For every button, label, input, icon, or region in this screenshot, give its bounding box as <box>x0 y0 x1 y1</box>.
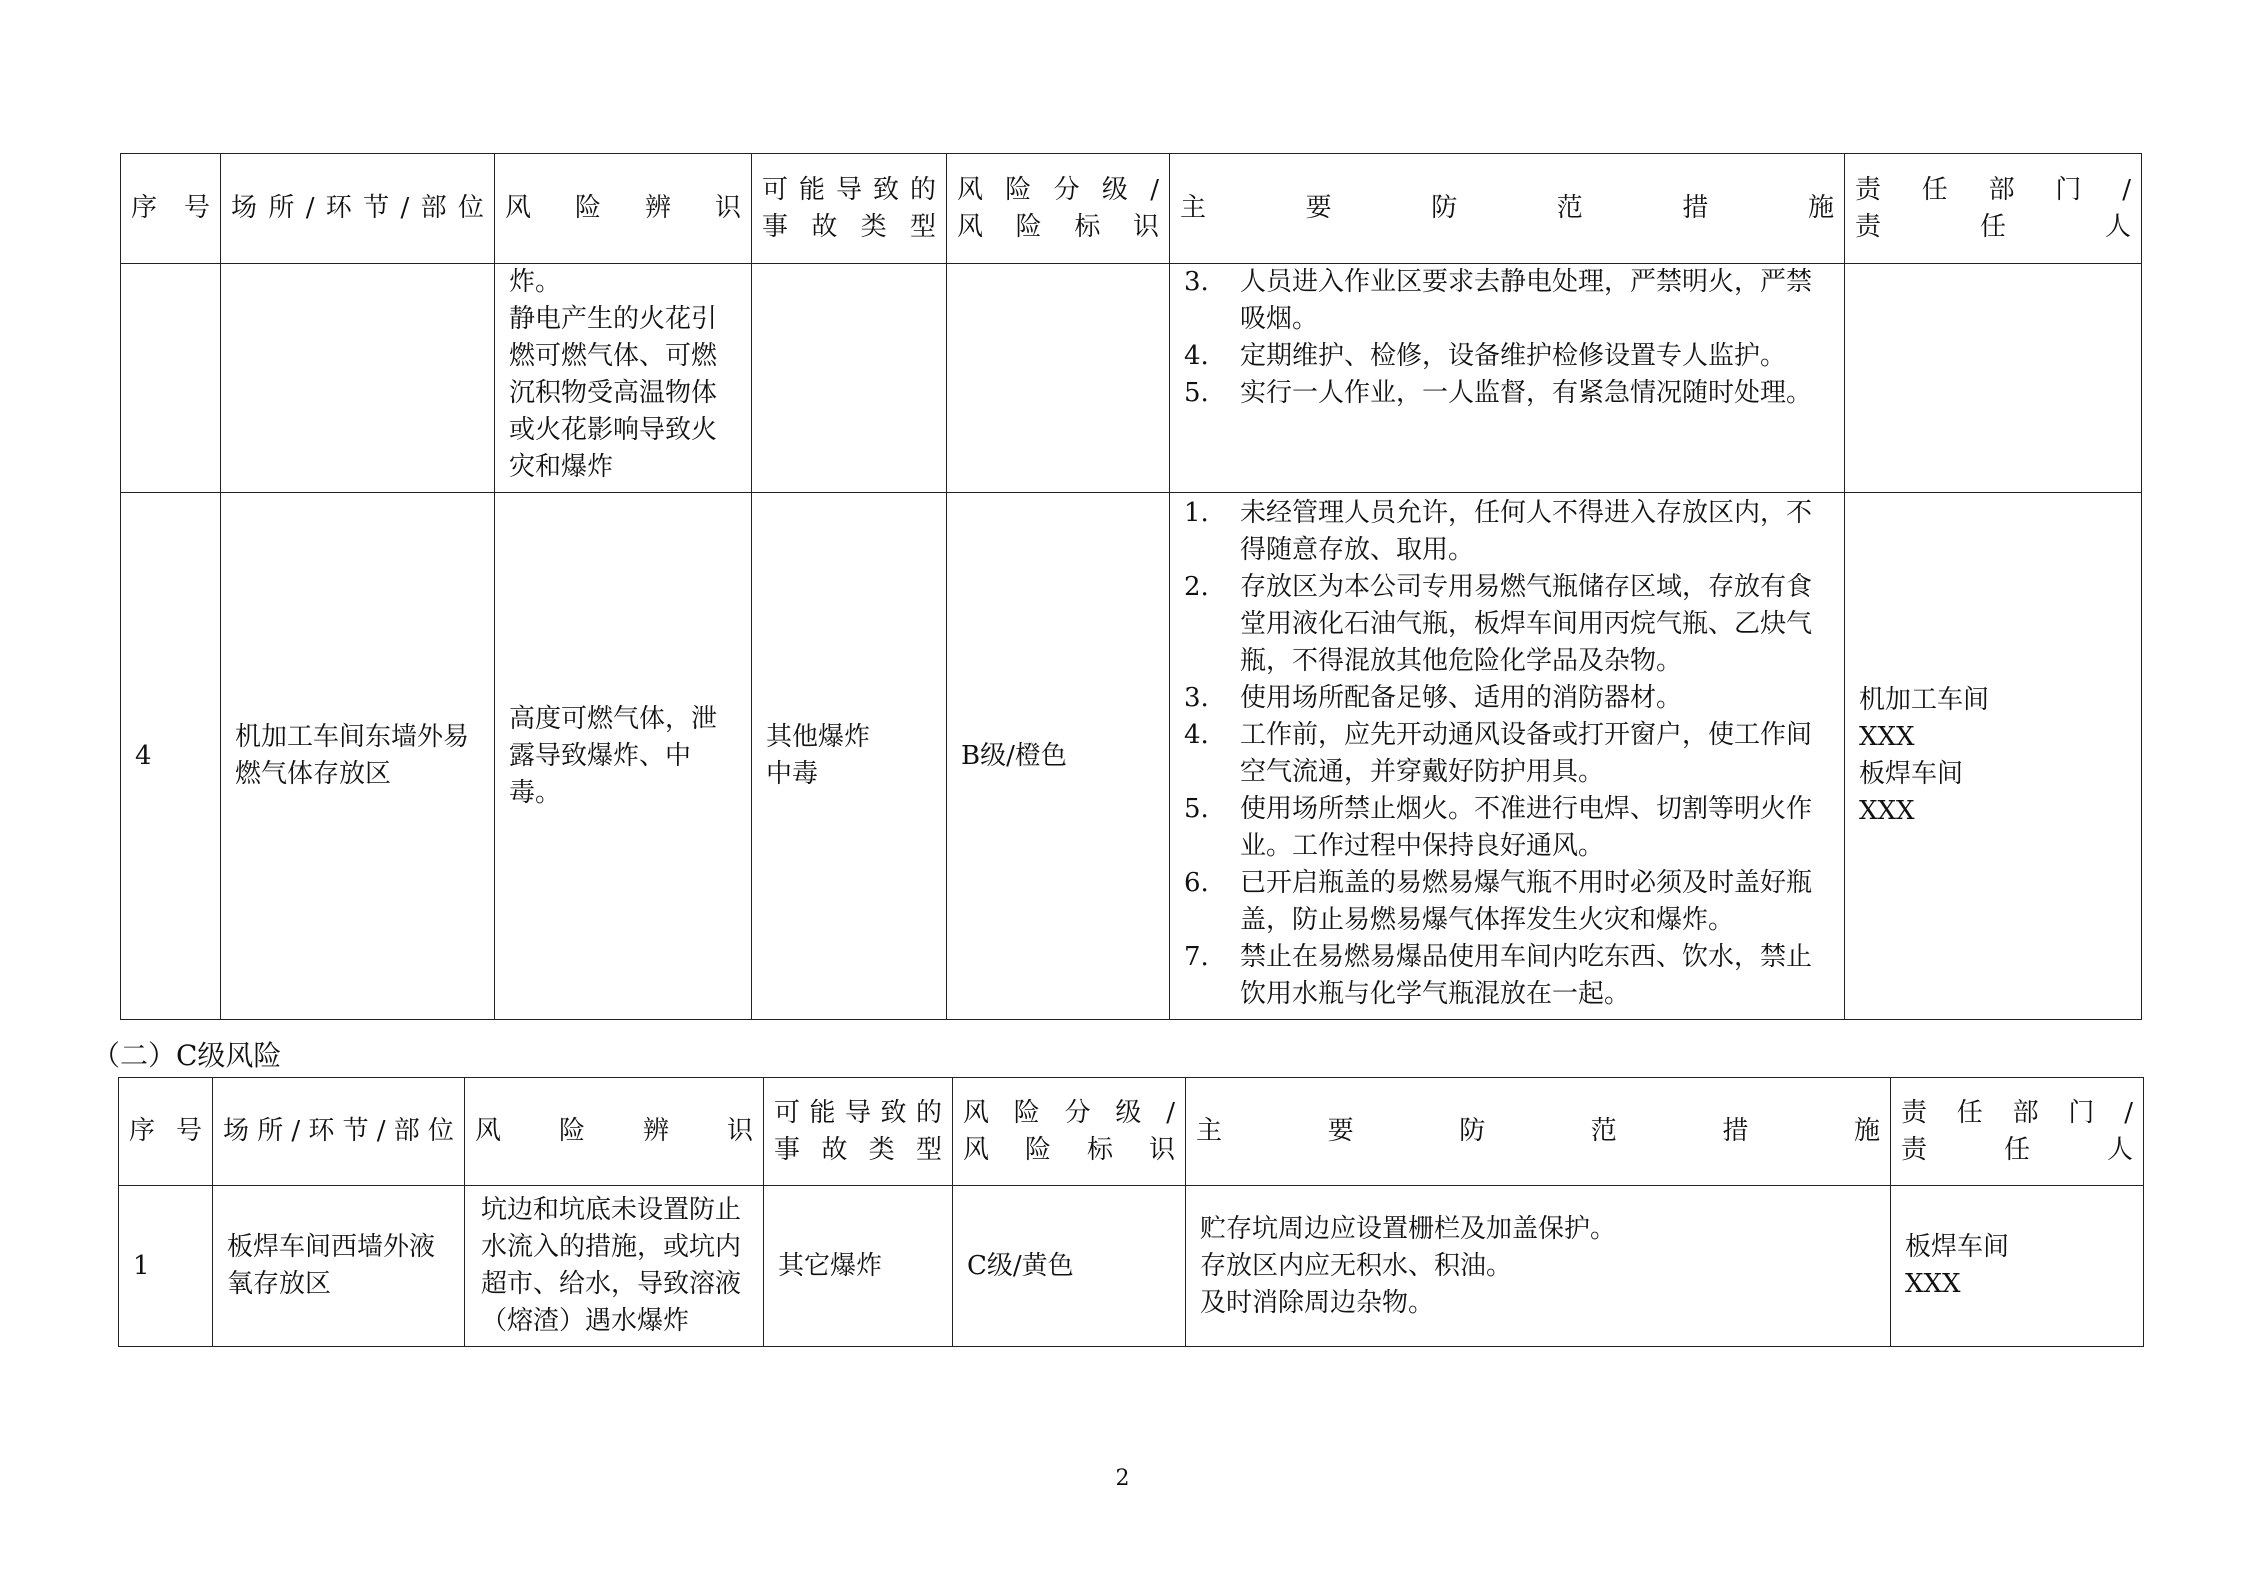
cell-risk-id: 高度可燃气体，泄露导致爆炸、中毒。 <box>495 493 752 1020</box>
cell-place <box>221 264 495 493</box>
header-accident-type: 可 能 导 致 的 事 故 类 型 <box>752 154 947 264</box>
list-item: 5. 使用场所禁止烟火。不准进行电焊、切割等明火作业。工作过程中保持良好通风。 <box>1184 794 1813 861</box>
header-place: 场 所 / 环 节 / 部 位 <box>221 154 495 264</box>
header-risk-id: 风 险 辨 识 <box>495 154 752 264</box>
cell-measures <box>1170 264 1845 493</box>
header-measures: 主 要 防 范 措 施 <box>1170 154 1845 264</box>
cell-accident <box>752 264 947 493</box>
header-accident-type: 可 能 导 致 的 事 故 类 型 <box>764 1078 953 1186</box>
measures-list <box>1184 495 1830 1013</box>
list-item: 5. 实行一人作业，一人监督，有紧急情况随时处理。 <box>1184 378 1813 408</box>
cell-seq: 1 <box>119 1186 213 1347</box>
table-header-row <box>119 1078 2144 1186</box>
cell-measures: 贮存坑周边应设置栅栏及加盖保护。 存放区内应无积水、积油。 及时消除周边杂物。 <box>1186 1186 1891 1347</box>
header-risk-id: 风 险 辨 识 <box>465 1078 764 1186</box>
cell-responsible <box>1845 264 2142 493</box>
list-item: 4. 定期维护、检修，设备维护检修设置专人监护。 <box>1184 341 1787 371</box>
cell-responsible: 机加工车间 XXX 板焊车间 XXX <box>1845 493 2142 1020</box>
table-row <box>119 1186 2144 1347</box>
cell-grade: B级/橙色 <box>947 493 1170 1020</box>
cell-grade <box>947 264 1170 493</box>
list-item: 3. 人员进入作业区要求去静电处理，严禁明火，严禁吸烟。 <box>1184 267 1813 334</box>
cell-risk-id: 炸。 静电产生的火花引 燃可燃气体、可燃 沉积物受高温物体 或火花影响导致火 灾和爆炸 <box>495 264 752 493</box>
list-item: 7. 禁止在易燃易爆品使用车间内吃东西、饮水，禁止饮用水瓶与化学气瓶混放在一起。 <box>1184 942 1813 1009</box>
cell-responsible: 板焊车间 XXX <box>1891 1186 2144 1347</box>
cell-measures <box>1170 493 1845 1020</box>
cell-place: 机加工车间东墙外易燃气体存放区 <box>221 493 495 1020</box>
cell-accident: 其它爆炸 <box>764 1186 953 1347</box>
cell-seq <box>121 264 221 493</box>
cell-risk-id: 坑边和坑底未设置防止水流入的措施，或坑内超市、给水，导致溶液（熔渣）遇水爆炸 <box>465 1186 764 1347</box>
cell-seq: 4 <box>121 493 221 1020</box>
header-responsible: 责 任 部 门 / 责 任 人 <box>1891 1078 2144 1186</box>
header-place: 场 所 / 环 节 / 部 位 <box>213 1078 465 1186</box>
list-item: 3. 使用场所配备足够、适用的消防器材。 <box>1184 683 1683 713</box>
header-seq: 序 号 <box>121 154 221 264</box>
list-item: 1. 未经管理人员允许，任何人不得进入存放区内，不得随意存放、取用。 <box>1184 498 1813 565</box>
list-item: 2. 存放区为本公司专用易燃气瓶储存区域，存放有食堂用液化石油气瓶，板焊车间用丙烷气瓶、乙炔气瓶，不得混放其他危险化学品及杂物。 <box>1184 572 1813 676</box>
header-measures: 主 要 防 范 措 施 <box>1186 1078 1891 1186</box>
measures-list <box>1184 264 1830 412</box>
list-item: 4. 工作前，应先开动通风设备或打开窗户，使工作间空气流通，并穿戴好防护用具。 <box>1184 720 1813 787</box>
section-title: （二）C级风险 <box>92 1039 282 1072</box>
header-seq: 序 号 <box>119 1078 213 1186</box>
cell-grade: C级/黄色 <box>953 1186 1186 1347</box>
header-responsible: 责 任 部 门 / 责 任 人 <box>1845 154 2142 264</box>
table-row <box>121 264 2142 493</box>
risk-table-c <box>118 1077 2144 1347</box>
cell-place: 板焊车间西墙外液氧存放区 <box>213 1186 465 1347</box>
cell-accident: 其他爆炸 中毒 <box>752 493 947 1020</box>
list-item: 6. 已开启瓶盖的易燃易爆气瓶不用时必须及时盖好瓶盖，防止易燃易爆气体挥发生火灾和爆炸。 <box>1184 868 1813 935</box>
risk-table-b <box>120 153 2142 1020</box>
header-grade: 风 险 分 级 / 风 险 标 识 <box>953 1078 1186 1186</box>
table-row <box>121 493 2142 1020</box>
header-grade: 风 险 分 级 / 风 险 标 识 <box>947 154 1170 264</box>
table-header-row <box>121 154 2142 264</box>
page-number: 2 <box>1115 1466 1130 1491</box>
